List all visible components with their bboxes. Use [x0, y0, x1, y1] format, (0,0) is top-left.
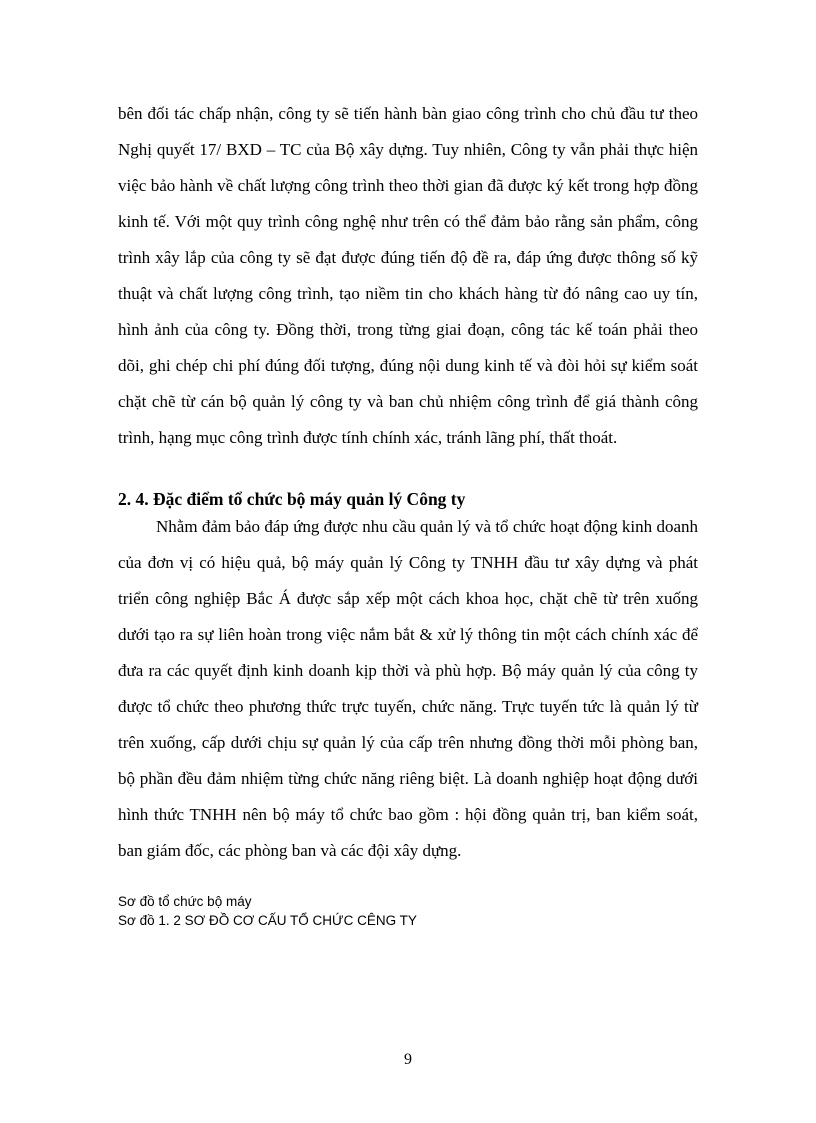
- body-paragraph-1: bên đối tác chấp nhận, công ty sẽ tiến hành bàn giao công trình cho chủ đầu tư theo Nghị quyết 17/ BXD – TC của Bộ xây dựng. Tuy nhiên, Công ty vẫn phải thực hiện việc bảo hành về chất lượng công trình theo thời gian đã được ký kết trong hợp đồng kinh tế. Với một quy trình công nghệ như trên có thể đảm bảo rằng sản phẩm, công trình xây lắp của công ty sẽ đạt được đúng tiến độ đề ra, đáp ứng được thông số kỹ thuật và chất lượng công trình, tạo niềm tin cho khách hàng từ đó nâng cao uy tín, hình ảnh của công ty. Đồng thời, trong từng giai đoạn, công tác kế toán phải theo dõi, ghi chép chi phí đúng đối tượng, đúng nội dung kinh tế và đòi hỏi sự kiểm soát chặt chẽ từ cán bộ quản lý công ty và ban chủ nhiệm công trình để giá thành công trình, hạng mục công trình được tính chính xác, tránh lãng phí, thất thoát.: [118, 104, 698, 447]
- section-heading: 2. 4. Đặc điểm tổ chức bộ máy quản lý Công ty: [118, 489, 466, 509]
- body-paragraph-2: Nhằm đảm bảo đáp ứng được nhu cầu quản lý và tổ chức hoạt động kinh doanh của đơn vị có hiệu quả, bộ máy quản lý Công ty TNHH đầu tư xây dựng và phát triển công nghiệp Bắc Á được sắp xếp một cách khoa học, chặt chẽ từ trên xuống dưới tạo ra sự liên hoàn trong việc nắm bắt & xử lý thông tin một cách chính xác để đưa ra các quyết định kinh doanh kịp thời và phù hợp. Bộ máy quản lý của công ty được tổ chức theo phương thức trực tuyến, chức năng. Trực tuyến tức là quản lý từ trên xuống, cấp dưới chịu sự quản lý của cấp trên nhưng đồng thời mỗi phòng ban, bộ phần đều đảm nhiệm từng chức năng riêng biệt. Là doanh nghiệp hoạt động dưới hình thức TNHH nên bộ máy tổ chức bao gồm : hội đồng quản trị, ban kiểm soát, ban giám đốc, các phòng ban và các đội xây dựng.: [118, 517, 698, 860]
- page-number: 9: [404, 1051, 412, 1068]
- diagram-caption-title: Sơ đồ tổ chức bộ máy: [118, 894, 252, 909]
- diagram-caption-label: Sơ đồ 1. 2 SƠ ĐỒ CƠ CẤU TỔ CHỨC CÊNG TY: [118, 913, 417, 928]
